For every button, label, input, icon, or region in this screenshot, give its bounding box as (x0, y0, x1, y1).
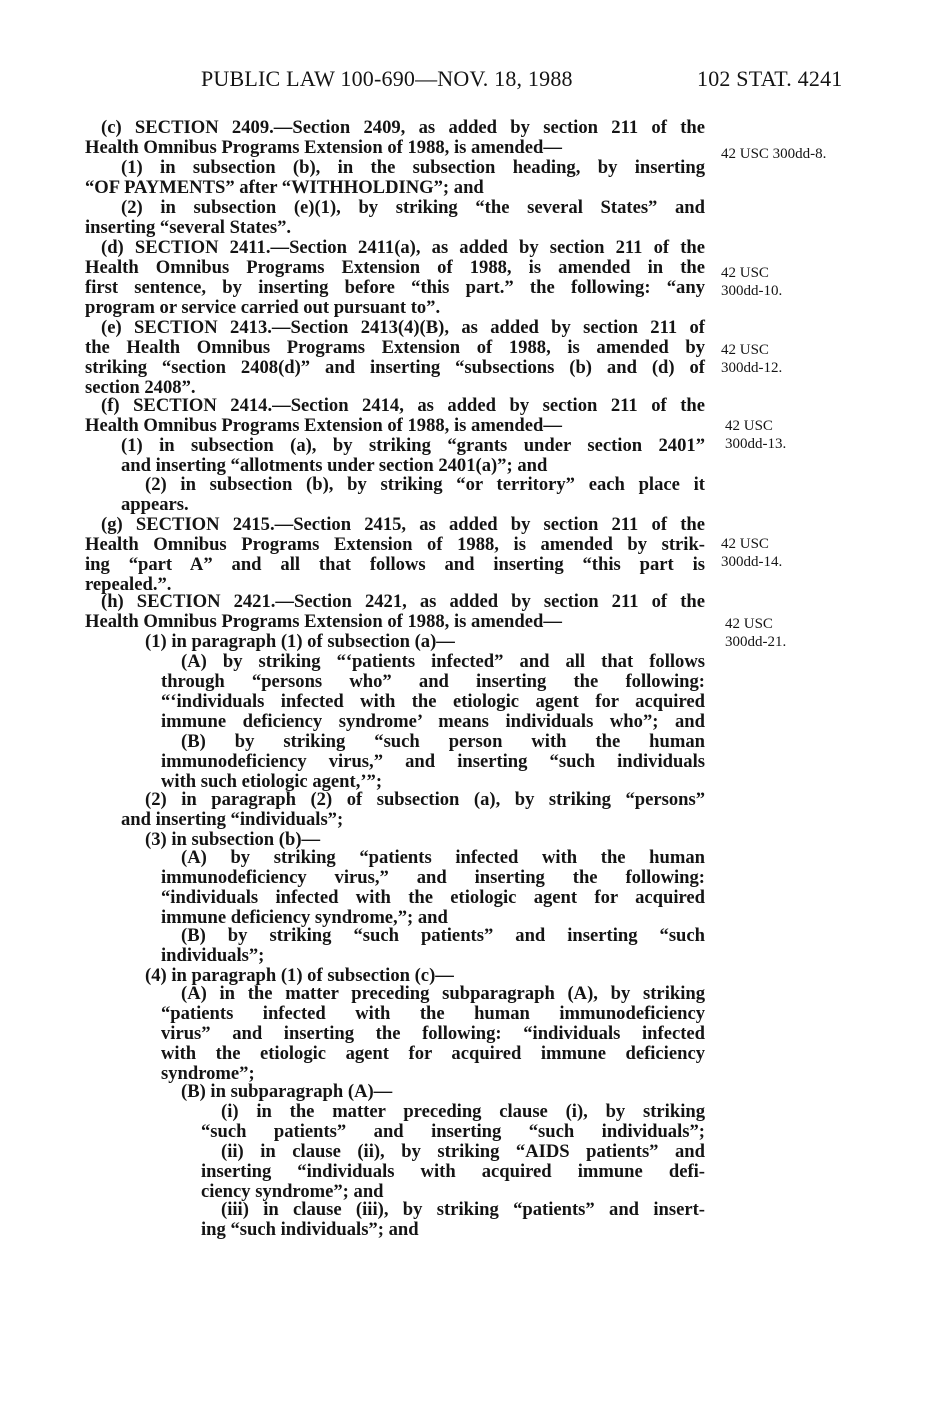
text-line: (1) in paragraph (1) of subsection (a)— (145, 631, 455, 652)
margin-citation: 300dd-10. (721, 283, 783, 299)
running-header-left: PUBLIC LAW 100-690—NOV. 18, 1988 (201, 66, 573, 91)
text-line: immune deficiency syndrome’ means individuals who”; and (161, 711, 705, 732)
text-line: (2) in subsection (e)(1), by striking “the several States” and (121, 197, 705, 218)
text-line: and inserting “allotments under section 2401(a)”; and (121, 455, 548, 476)
margin-citation: 42 USC (721, 342, 769, 358)
text-line: (A) by striking “patients infected with the human (181, 847, 705, 868)
running-header-right: 102 STAT. 4241 (697, 66, 843, 91)
text-line: (g) SECTION 2415.—Section 2415, as added by section 211 of the (101, 514, 705, 535)
text-line: virus” and inserting the following: “individuals infected (161, 1023, 705, 1044)
margin-citation: 42 USC 300dd-8. (721, 146, 827, 162)
text-line: appears. (121, 494, 189, 515)
text-line: (i) in the matter preceding clause (i), by striking (221, 1101, 705, 1122)
text-line: (2) in paragraph (2) of subsection (a), by striking “persons” (145, 789, 705, 810)
margin-citation: 42 USC (725, 418, 773, 434)
text-line: repealed.”. (85, 574, 172, 595)
text-line: (A) in the matter preceding subparagraph (A), by striking (181, 983, 705, 1004)
text-line: Health Omnibus Programs Extension of 1988, is amended by strik- (85, 534, 705, 555)
text-line: “patients infected with the human immunodeficiency (161, 1003, 705, 1024)
text-line: Health Omnibus Programs Extension of 1988, is amended— (85, 611, 562, 632)
text-line: (1) in subsection (b), in the subsection heading, by inserting (121, 157, 705, 178)
text-line: syndrome”; (161, 1063, 255, 1084)
text-line: section 2408”. (85, 377, 196, 398)
text-line: with the etiologic agent for acquired immune deficiency (161, 1043, 705, 1064)
text-line: ciency syndrome”; and (201, 1181, 384, 1202)
text-line: (c) SECTION 2409.—Section 2409, as added by section 211 of the (101, 117, 705, 138)
text-line: the Health Omnibus Programs Extension of 1988, is amended by (85, 337, 705, 358)
margin-citation: 42 USC (721, 536, 769, 552)
text-line: immunodeficiency virus,” and inserting “such individuals (161, 751, 705, 772)
text-line: Health Omnibus Programs Extension of 1988, is amended— (85, 415, 562, 436)
text-line: (2) in subsection (b), by striking “or territory” each place it (145, 474, 705, 495)
text-line: inserting “several States”. (85, 217, 292, 238)
text-line: first sentence, by inserting before “this part.” the following: “any (85, 277, 705, 298)
margin-citation: 300dd-12. (721, 360, 783, 376)
text-line: inserting “individuals with acquired immune defi- (201, 1161, 705, 1182)
text-line: (h) SECTION 2421.—Section 2421, as added by section 211 of the (101, 591, 705, 612)
text-line: Health Omnibus Programs Extension of 1988, is amended— (85, 137, 562, 158)
text-line: “‘individuals infected with the etiologic agent for acquired (161, 691, 705, 712)
text-line: (f) SECTION 2414.—Section 2414, as added by section 211 of the (101, 395, 705, 416)
margin-citation: 300dd-21. (725, 634, 787, 650)
text-line: ing “part A” and all that follows and inserting “this part is (85, 554, 705, 575)
text-line: (1) in subsection (a), by striking “grants under section 2401” (121, 435, 705, 456)
text-line: “individuals infected with the etiologic agent for acquired (161, 887, 705, 908)
text-line: with such etiologic agent,’”; (161, 771, 383, 792)
text-line: (B) by striking “such patients” and inserting “such (181, 925, 705, 946)
margin-citation: 300dd-13. (725, 436, 787, 452)
text-line: immunodeficiency virus,” and inserting the following: (161, 867, 705, 888)
text-line: “OF PAYMENTS” after “WITHHOLDING”; and (85, 177, 484, 198)
text-line: (3) in subsection (b)— (145, 829, 321, 850)
text-line: immune deficiency syndrome,”; and (161, 907, 448, 928)
text-line: striking “section 2408(d)” and inserting “subsections (b) and (d) of (85, 357, 705, 378)
text-line: program or service carried out pursuant to”. (85, 297, 441, 318)
text-line: individuals”; (161, 945, 265, 966)
text-line: (B) in subparagraph (A)— (181, 1081, 393, 1102)
text-line: (A) by striking “‘patients infected” and all that follows (181, 651, 705, 672)
text-line: (B) by striking “such person with the human (181, 731, 705, 752)
text-line: (d) SECTION 2411.—Section 2411(a), as added by section 211 of the (101, 237, 705, 258)
text-line: (iii) in clause (iii), by striking “patients” and insert- (221, 1199, 705, 1220)
margin-citation: 300dd-14. (721, 554, 783, 570)
text-line: (e) SECTION 2413.—Section 2413(4)(B), as added by section 211 of (101, 317, 705, 338)
margin-citation: 42 USC (721, 265, 769, 281)
text-line: and inserting “individuals”; (121, 809, 344, 830)
margin-citation: 42 USC (725, 616, 773, 632)
text-line: through “persons who” and inserting the following: (161, 671, 705, 692)
text-line: “such patients” and inserting “such individuals”; (201, 1121, 705, 1142)
text-line: ing “such individuals”; and (201, 1219, 419, 1240)
text-line: (ii) in clause (ii), by striking “AIDS patients” and (221, 1141, 705, 1162)
text-line: Health Omnibus Programs Extension of 1988, is amended in the (85, 257, 705, 278)
text-line: (4) in paragraph (1) of subsection (c)— (145, 965, 454, 986)
